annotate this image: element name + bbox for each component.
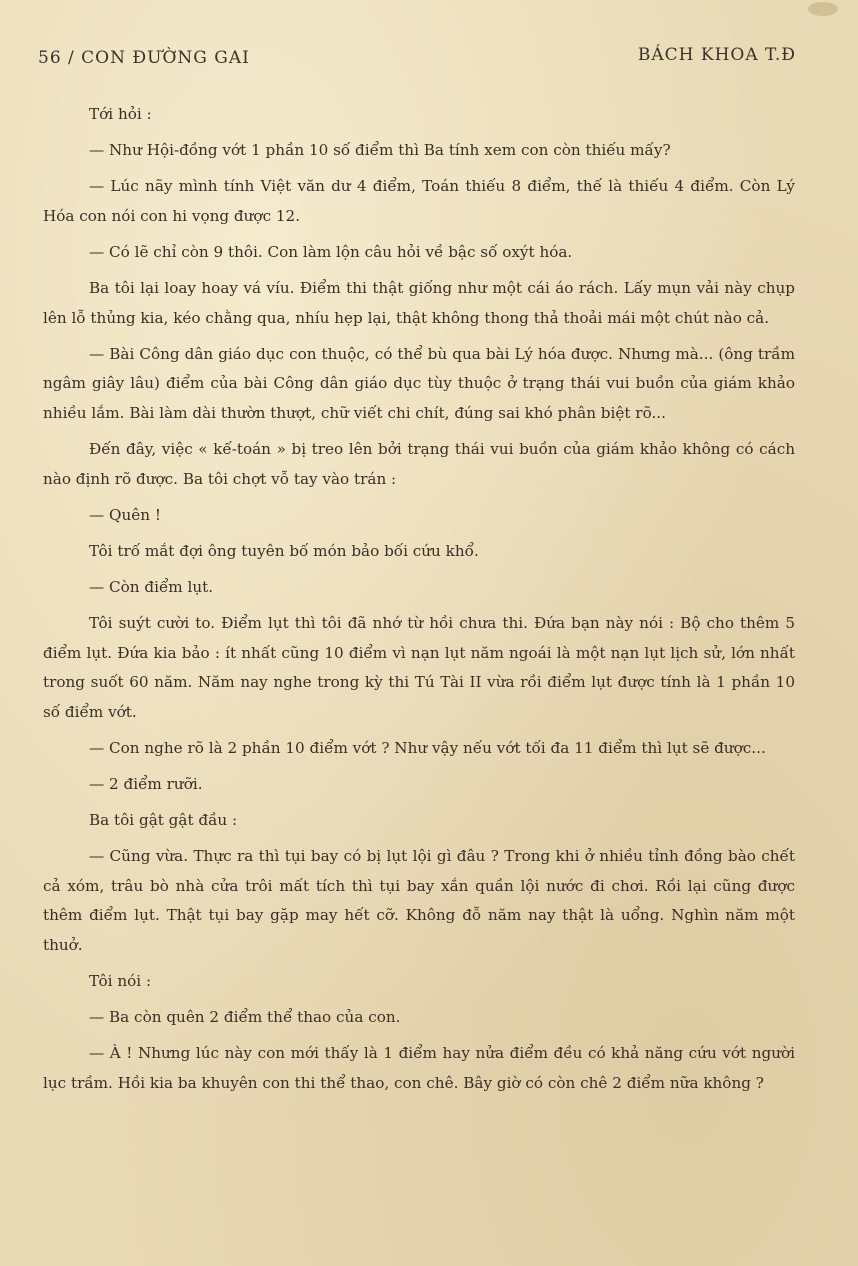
paragraph: — Con nghe rõ là 2 phần 10 điểm vớt ? Như vậy nếu vớt tối đa 11 điểm thì lụt sẽ được...: [89, 738, 766, 757]
paragraph: Tôi nói :: [89, 971, 152, 990]
paragraph: Tôi trố mắt đợi ông tuyên bố món bảo bối cứu khổ.: [89, 541, 479, 560]
paragraph: — À ! Nhưng lúc này con mới thấy là 1 điểm hay nửa điểm đều có khả năng cứu vớt người lục trầm. Hồi kia ba khuyên con thi thể thao, con chê. Bây giờ có còn chê 2 điểm nữa không ?: [43, 1044, 795, 1092]
paragraph: Tới hỏi :: [89, 105, 152, 123]
paragraph: — 2 điểm rưỡi.: [89, 774, 203, 793]
paragraph: — Còn điểm lụt.: [89, 577, 214, 596]
publication-name: BÁCH KHOA T.Đ: [637, 45, 796, 65]
paragraph: Tôi suýt cười to. Điểm lụt thì tôi đã nhớ từ hồi chưa thi. Đứa bạn này nói : Bộ cho thêm 5 điểm lụt. Đứa kia bảo : ít nhất cũng 10 điểm vì nạn lụt năm ngoái là một nạn lụt lịch sử, lớn nhất trong suốt 60 năm. Năm nay nghe trong kỳ thi Tú Tài II vừa rồi điểm lụt được tính là 1 phần 10 số điểm vớt.: [43, 613, 795, 721]
page-number-and-title: 56 / CON ĐƯỜNG GAI: [38, 48, 250, 68]
paragraph: — Có lẽ chỉ còn 9 thôi. Con làm lộn câu hỏi về bậc số oxýt hóa.: [89, 242, 573, 261]
paragraph: — Quên !: [89, 505, 161, 524]
paragraph: Đến đây, việc « kế-toán » bị treo lên bởi trạng thái vui buồn của giám khảo không có cách nào định rõ được. Ba tôi chợt vỗ tay vào trán :: [43, 439, 795, 488]
corner-stain: [808, 2, 838, 16]
running-header: [38, 45, 796, 76]
paragraph: — Ba còn quên 2 điểm thể thao của con.: [89, 1008, 401, 1027]
paragraph: — Lúc nãy mình tính Việt văn dư 4 điểm, Toán thiếu 8 điểm, thế là thiếu 4 điểm. Còn Lý Hóa con nói con hi vọng được 12.: [43, 177, 795, 225]
body-text: [43, 100, 795, 1105]
paragraph: Ba tôi gật gật đầu :: [89, 810, 238, 829]
paragraph: — Như Hội-đồng vớt 1 phần 10 số điểm thì Ba tính xem con còn thiếu mấy?: [89, 141, 671, 160]
paragraph: — Bài Công dân giáo dục con thuộc, có thể bù qua bài Lý hóa được. Nhưng mà... (ông trầm ngâm giây lâu) điểm của bài Công dân giáo dục tùy thuộc ở trạng thái vui buồn của giám khảo nhiều lắm. Bài làm dài thườn thượt, chữ viết chi chít, đúng sai khó phân biệt rõ...: [43, 344, 795, 422]
paragraph: — Cũng vừa. Thực ra thì tụi bay có bị lụt lội gì đâu ? Trong khi ở nhiều tỉnh đồng bào chết cả xóm, trâu bò nhà cửa trôi mất tích thì tụi bay xắn quần lội nước đi chơi. Rồi lại cũng được thêm điểm lụt. Thật tụi bay gặp may hết cỡ. Không đỗ năm nay thật là uổng. Nghìn năm một thuở.: [43, 847, 795, 954]
paragraph: Ba tôi lại loay hoay vá víu. Điểm thi thật giống như một cái áo rách. Lấy mụn vải này chụp lên lỗ thủng kia, kéo chằng qua, nhíu hẹp lại, thật không thong thả thoải mái một chút nào cả.: [43, 278, 795, 327]
